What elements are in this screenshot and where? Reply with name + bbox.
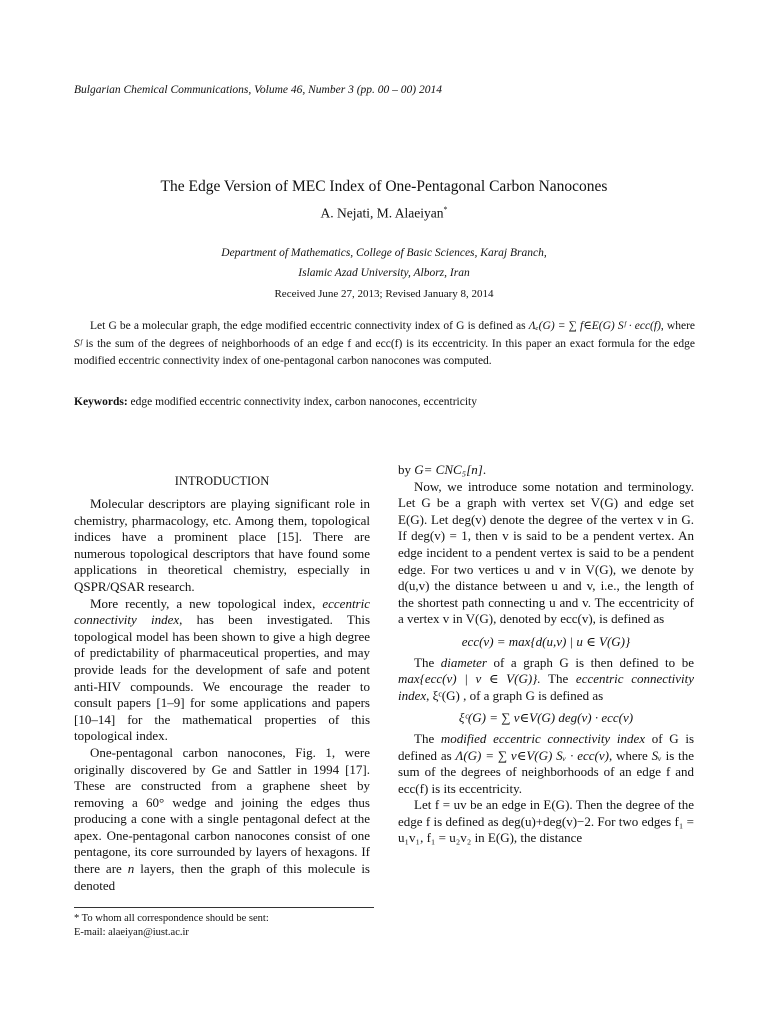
footnote [74,912,374,940]
received-dates: Received June 27, 2013; Revised January 8, 2014 [274,288,494,300]
keywords-text: edge modified eccentric connectivity index, carbon nanocones, eccentricity [127,396,477,408]
footnote-correspondence: * To whom all correspondence should be sent: [74,913,269,924]
paragraph-eccentric-index [74,596,370,745]
author-list [0,205,768,222]
text-span: The [414,654,441,670]
corresponding-author-mark: * [443,205,448,214]
text-span: of G is defined as [398,730,694,763]
abstract-intro: Let G be a molecular graph, the edge modified eccentric connectivity index of G is defined as [90,320,526,332]
symbol-sv: Sᵥ [651,747,662,763]
term-modified-index: modified eccentric connectivity index [440,730,646,746]
formula-graph-name: G= CNC₅[n] [414,462,483,477]
abstract-formula: Λₑ(G) = ∑ f∈E(G) Sᶠ · ecc(f) [528,320,661,332]
paragraph-nanocones [74,745,370,894]
keywords-label: Keywords: [74,396,128,408]
right-column [398,462,694,847]
abstract [74,318,695,371]
variable-n: n [127,861,135,877]
equation-eccentric-connectivity: ξᶜ(G) = ∑ v∈V(G) deg(v) · ecc(v) [458,710,634,726]
journal-citation: Bulgarian Chemical Communications, Volume 46, Number 3 (pp. 00 – 00) 2014 [74,84,442,96]
text-span: layers, then the graph of this molecule is denoted [74,861,370,893]
paragraph-terminology: Now, we introduce some notation and terminology. Let G be a graph with vertex set V(G) and edge set E(G). Let deg(v) denote the degree of the vertex v in G. If deg(v) = 1, then v is said to be a pendent vertex. An edge incident to a pendent vertex is said to be a pendent edge. For two vertices u and v in V(G), we denote by d(u,v) the distance between u and v, i.e., the length of the shortest path connecting u and v. The eccentricity of a vertex v in V(G), denoted by ecc(v), is defined as [398,478,694,627]
text-span: of a graph G is then defined to be [486,654,694,670]
paragraph-descriptors: Molecular descriptors are playing significant role in chemistry, pharmacology, etc. Among them, topological indices have a prominent place [15]. There are numerous topological descriptors that have found some applications in theoretical chemistry, especially in QSPR/QSAR research. [74,496,370,594]
text-span: More recently, a new topological index, [90,595,323,611]
text-span: is the sum of the degrees of neighborhoods of an edge f and ecc(f) is its eccentricity. [398,747,694,796]
authors-text: A. Nejati, M. Alaeiyan [320,205,444,221]
term-eccentric-connectivity-index: eccentric connectivity index [74,595,370,628]
abstract-where: , where [660,320,696,332]
text-span: The [414,730,441,746]
affiliation-line-1: Department of Mathematics, College of Basic Sciences, Karaj Branch, [221,247,547,259]
text-span: One-pentagonal carbon nanocones, Fig. 1, were originally discovered by Ge and Sattler in 1994 [17]. These are constructed from a graphene sheet by removing a 60° wedge and joining the edges thus producing a cone with a single pentagonal defect at the apex. One-pentagonal carbon nanocones consist of one pentagone, its core surrounded by layers of hexagons. If there are [74,744,370,877]
paragraph-graph-notation [398,462,694,479]
abstract-sf-symbol: Sᶠ [74,337,82,350]
paragraph-diameter [398,655,694,705]
formula-modified-index: Λ(G) = ∑ v∈V(G) Sᵥ · ecc(v) [455,747,609,763]
paper-title: The Edge Version of MEC Index of One-Pentagonal Carbon Nanocones [160,178,608,195]
affiliation-line-2: Islamic Azad University, Alborz, Iran [298,267,470,279]
text-span: The [540,671,576,687]
text-span: , ξᶜ(G) , of a graph G is defined as [426,687,604,703]
left-column [74,496,370,894]
text-span: . [482,462,487,477]
text-span: , where [608,747,652,763]
text-span: , has been investigated. This topological model has been shown to give a high degree of predictability of pharmaceutical properties, and may provide leads for the development of safe and potent anti-HIV compounds. We encourage the reader to consult papers [1–9] for some applications and papers [10–14] for the mathematical properties of this topological index. [74,612,371,744]
term-diameter: diameter [440,654,487,670]
abstract-tail: is the sum of the degrees of neighborhoods of an edge f and ecc(f) is its eccentricity. In this paper an exact formula for the edge modified eccentric connectivity index of one-pentagonal carbon nanocones was computed. [74,337,695,367]
footnote-email: E-mail: alaeiyan@iust.ac.ir [74,927,189,938]
keywords-line [74,396,695,408]
paragraph-modified-index [398,731,694,797]
section-heading-introduction: INTRODUCTION [174,474,270,488]
footnote-divider [74,907,374,908]
term-eccentric-connectivity-index: eccentric connectivity index [398,671,695,703]
equation-eccentricity: ecc(v) = max{d(u,v) | u ∈ V(G)} [461,633,631,649]
paragraph-edge-degree: Let f = uv be an edge in E(G). Then the degree of the edge f is defined as deg(u)+deg(v)−2. For two edges f₁ = u₁v₁, f₁ = u₂v₂ in E(G), the distance [398,797,694,846]
text-span: by [398,462,415,477]
formula-diameter: max{ecc(v) | v ∈ V(G)}. [398,671,541,687]
